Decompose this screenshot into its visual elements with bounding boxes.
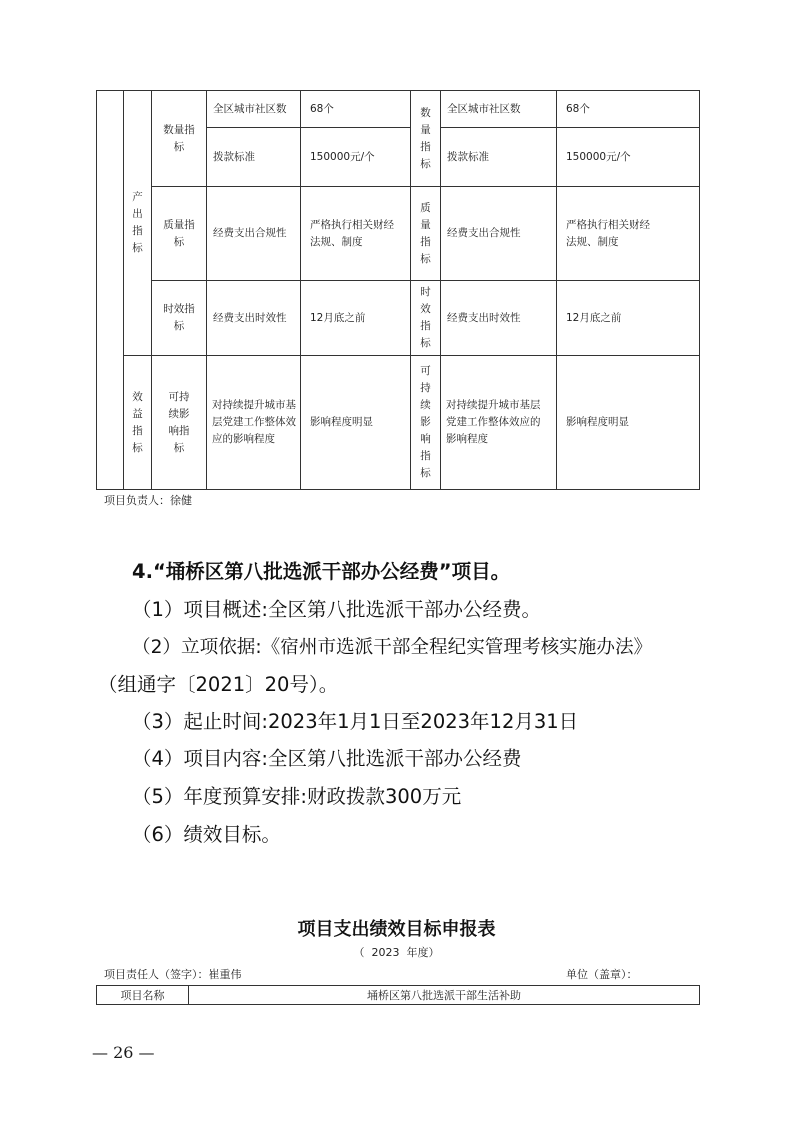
timeliness-label-left: 经费支出时效性: [213, 311, 287, 324]
quality-indicator-right: 质量指标: [420, 201, 431, 265]
quantity-indicator-right: 数量指标: [420, 106, 431, 170]
compliance-label-right: 经费支出合规性: [447, 227, 521, 239]
benefit-indicator-label: 效益指标: [132, 390, 143, 454]
sustainability-indicator-right: 可持续影响指标: [420, 365, 431, 479]
compliance-label-left: 经费支出合规性: [213, 227, 287, 239]
section-line-7: （6）绩效目标。: [132, 823, 281, 846]
sustainability-indicator-left: 可持续影响指标: [168, 390, 190, 454]
output-indicator-label: 产出指标: [132, 191, 143, 254]
form-year: （ 2023 年度）: [353, 946, 440, 959]
quantity-indicator-left: 数量指标: [163, 123, 195, 153]
form-title: 项目支出绩效目标申报表: [297, 919, 496, 940]
sustainability-label-left: 对持续提升城市基层党建工作整体效应的影响程度: [212, 399, 296, 445]
timeliness-label-right: 经费支出时效性: [447, 311, 521, 324]
section-line-6: （5）年度预算安排:财政拨款300万元: [132, 785, 462, 808]
timeliness-value-right: 12月底之前: [566, 311, 622, 324]
funding-standard-value-right: 150000元/个: [566, 150, 631, 163]
section-line-5: （4）项目内容:全区第八批选派干部办公经费: [132, 747, 522, 770]
compliance-value-left: 严格执行相关财经 法规、制度: [310, 218, 394, 248]
timeliness-indicator-left: 时效指标: [163, 303, 195, 332]
page-number: — 26 —: [92, 1043, 155, 1062]
funding-standard-label-left: 拨款标准: [213, 150, 255, 163]
project-name-value: 埇桥区第八批选派干部生活补助: [367, 988, 521, 1002]
quality-indicator-left: 质量指标: [163, 218, 195, 248]
sustainability-label-right: 对持续提升城市基层党建工作整体效应的影响程度: [446, 399, 541, 445]
timeliness-indicator-right: 时效指标: [420, 286, 431, 349]
sustainability-value-left: 影响程度明显: [310, 416, 373, 428]
community-count-value-right: 68个: [566, 102, 590, 115]
compliance-value-right: 严格执行相关财经 法规、制度: [566, 218, 650, 248]
section-line-2: （2）立项依据:《宿州市选派干部全程纪实管理考核实施办法》: [132, 637, 653, 658]
funding-standard-value-left: 150000元/个: [310, 150, 375, 163]
project-name-label: 项目名称: [120, 988, 165, 1002]
responsible-signature-label: 项目责任人（签字）：崔重伟: [104, 968, 242, 981]
section-line-1: （1）项目概述:全区第八批选派干部办公经费。: [132, 598, 541, 621]
section-heading: 4.“埇桥区第八批选派干部办公经费”项目。: [132, 560, 511, 583]
unit-seal-label: 单位（盖章）：: [566, 968, 638, 981]
funding-standard-label-right: 拨款标准: [447, 150, 489, 163]
community-count-label-right: 全区城市社区数: [447, 102, 521, 115]
timeliness-value-left: 12月底之前: [310, 311, 366, 324]
community-count-label-left: 全区城市社区数: [213, 102, 287, 115]
community-count-value-left: 68个: [310, 102, 334, 115]
sustainability-value-right: 影响程度明显: [566, 416, 629, 428]
section-line-3: （组通字〔2021〕20号）。: [98, 673, 339, 696]
section-line-4: （3）起止时间:2023年1月1日至2023年12月31日: [132, 710, 579, 733]
project-responsible-person: 项目负责人：徐健: [104, 494, 192, 507]
